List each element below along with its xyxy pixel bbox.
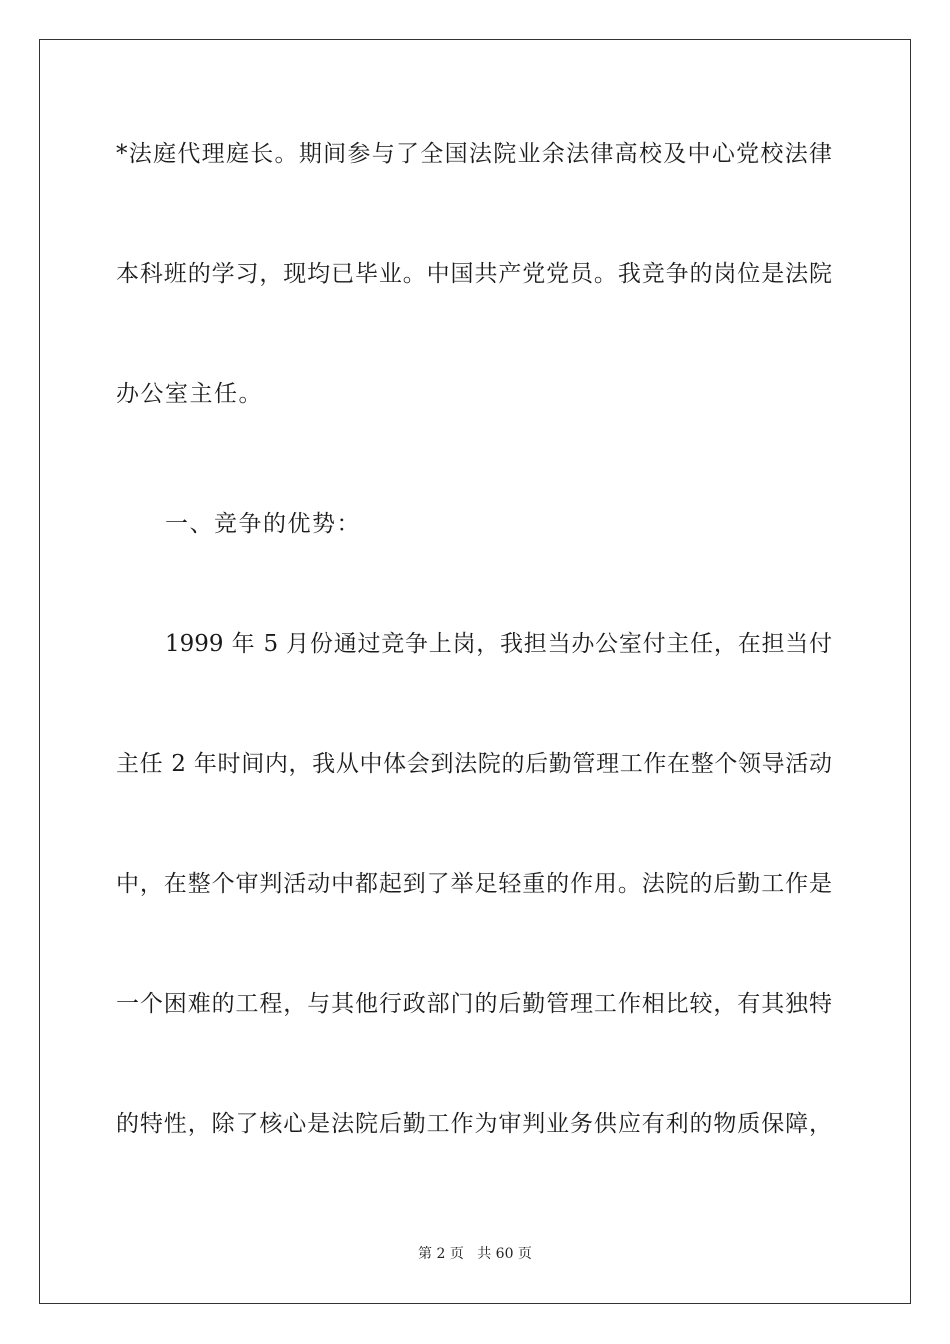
body-line-3: 办公室主任。 [116,381,263,407]
body-line-1: *法庭代理庭长。期间参与了全国法院业余法律高校及中心党校法律 [116,141,832,167]
body-line-9: 的特性，除了核心是法院后勤工作为审判业务供应有利的物质保障， [116,1111,832,1137]
body-line-8: 一个困难的工程，与其他行政部门的后勤管理工作相比较，有其独特 [116,991,832,1017]
body-line-2: 本科班的学习，现均已毕业。中国共产党党员。我竞争的岗位是法院 [116,261,832,287]
current-page-label: 第 2 页 [418,1246,464,1262]
section-heading: 一、竞争的优势： [165,511,361,537]
body-line-5: 1999 年 5 月份通过竞争上岗，我担当办公室付主任，在担当付 [165,631,832,657]
total-pages-label: 共 60 页 [477,1246,532,1262]
body-line-7: 中，在整个审判活动中都起到了举足轻重的作用。法院的后勤工作是 [116,871,832,897]
page-footer [0,1245,950,1263]
body-line-6: 主任 2 年时间内，我从中体会到法院的后勤管理工作在整个领导活动 [116,751,832,777]
